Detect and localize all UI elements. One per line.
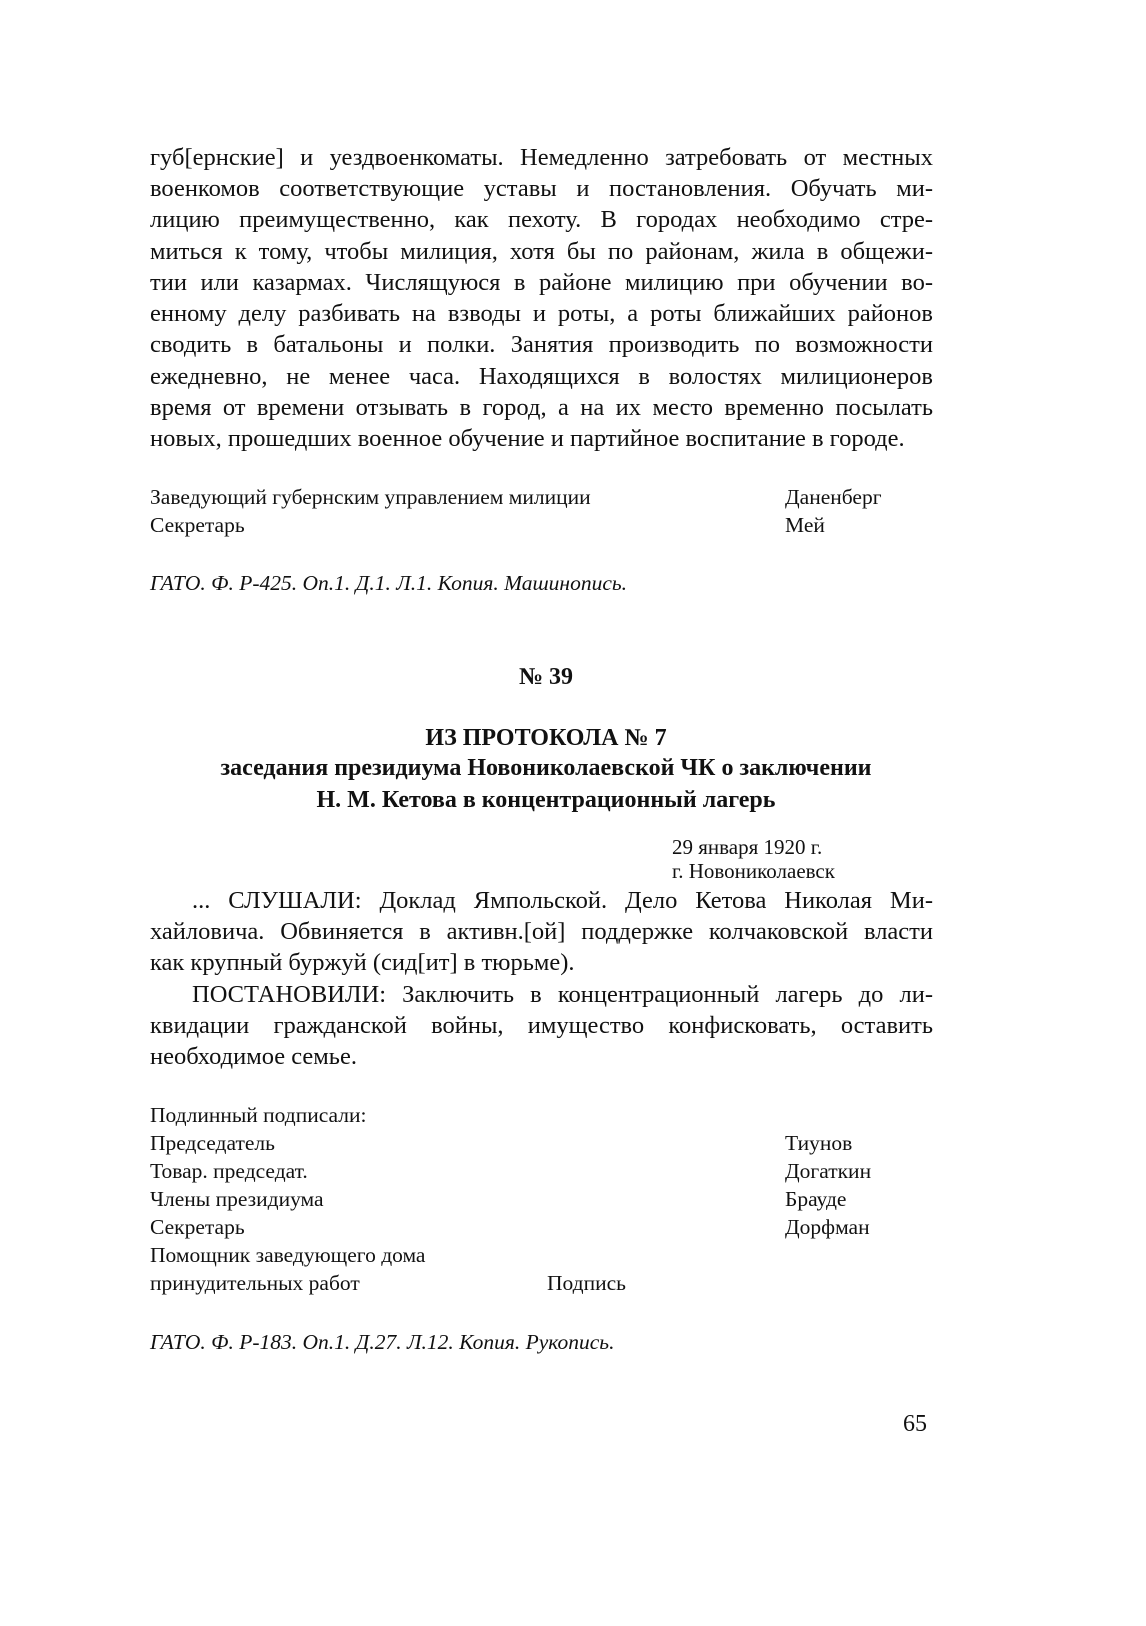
document-date: 29 января 1920 г. — [672, 835, 823, 859]
text-line: как крупный буржуй (сид[ит] в тюрьме). — [150, 949, 575, 976]
signature-name: Дорфман — [785, 1215, 870, 1239]
signature-name: Даненберг — [785, 485, 882, 509]
text-line: губ[ернские] и уездвоенкоматы. Немедленно затребовать от местных — [150, 144, 933, 171]
text-line: квидации гражданской войны, имущество конфисковать, оставить — [150, 1012, 933, 1039]
signature-title: Члены президиума — [150, 1187, 324, 1211]
document-title: ИЗ ПРОТОКОЛА № 7 — [425, 725, 667, 751]
text-line: енному делу разбивать на взводы и роты, а роты ближайших районов — [150, 300, 933, 327]
signature-title: Помощник заведующего дома — [150, 1243, 426, 1267]
text-line: лицию преимущественно, как пехоту. В городах необходимо стре- — [150, 206, 933, 233]
signature-name: Мей — [785, 513, 825, 537]
signature-title: Заведующий губернским управлением милиции — [150, 485, 591, 509]
text-line: тии или казармах. Числящуюся в районе милицию при обучении во- — [150, 269, 933, 296]
text-line: сводить в батальоны и полки. Занятия производить по возможности — [150, 331, 933, 358]
document-subtitle: заседания президиума Новониколаевской ЧК о заключении — [220, 755, 872, 781]
text-line: ПОСТАНОВИЛИ: Заключить в концентрационный лагерь до ли- — [192, 981, 933, 1008]
signature-title: принудительных работ — [150, 1271, 360, 1295]
signature-name: Догаткин — [785, 1159, 872, 1183]
text-line: миться к тому, чтобы милиция, хотя бы по районам, жила в общежи- — [150, 238, 933, 265]
signature-name: Брауде — [785, 1187, 847, 1211]
archive-source: ГАТО. Ф. Р-183. Оп.1. Д.27. Л.12. Копия. Рукопись. — [150, 1330, 615, 1354]
signature-title: Председатель — [150, 1131, 275, 1155]
text-line: ... СЛУШАЛИ: Доклад Ямпольской. Дело Кетова Николая Ми- — [192, 887, 933, 914]
signature-title: Секретарь — [150, 513, 245, 537]
text-line: ежедневно, не менее часа. Находящихся в волостях милиционеров — [150, 363, 933, 390]
signature-mark: Подпись — [547, 1271, 626, 1295]
document-place: г. Новониколаевск — [672, 859, 835, 883]
archive-source: ГАТО. Ф. Р-425. Оп.1. Д.1. Л.1. Копия. Машинопись. — [150, 571, 628, 595]
signature-name: Тиунов — [785, 1131, 853, 1155]
text-line: хайловича. Обвиняется в активн.[ой] поддержке колчаковской власти — [150, 918, 933, 945]
signature-title: Товар. председат. — [150, 1159, 308, 1183]
text-line: время от времени отзывать в город, а на их место временно посылать — [150, 394, 933, 421]
page-number: 65 — [903, 1411, 927, 1437]
signature-title: Секретарь — [150, 1215, 245, 1239]
document-number: № 39 — [518, 664, 574, 690]
document-subtitle: Н. М. Кетова в концентрационный лагерь — [316, 787, 776, 813]
text-line: военкомов соответствующие уставы и постановления. Обучать ми- — [150, 175, 933, 202]
text-line: новых, прошедших военное обучение и партийное воспитание в городе. — [150, 425, 905, 452]
text-line: необходимое семье. — [150, 1043, 357, 1070]
signed-header: Подлинный подписали: — [150, 1103, 367, 1127]
